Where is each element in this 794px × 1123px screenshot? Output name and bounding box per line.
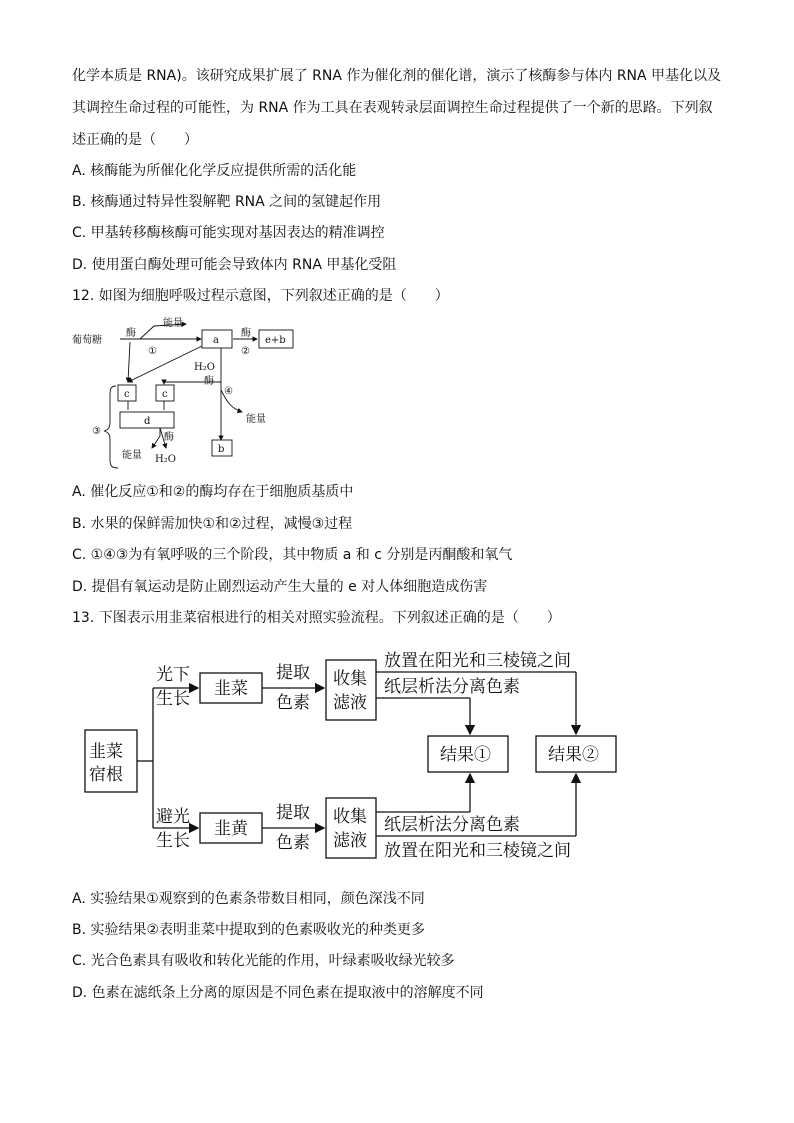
light-grow-label-2: 生长 [156, 689, 190, 709]
q13-option-a: A. 实验结果①观察到的色素条带数目相同，颜色深浅不同 [72, 891, 425, 907]
q13-option-b: B. 实验结果②表明韭菜中提取到的色素吸收光的种类更多 [72, 922, 426, 938]
dark-grow-label-1: 避光 [156, 807, 190, 827]
leek-box-label: 韭菜 [214, 679, 248, 699]
q12-option-c: C. ①④③为有氧呼吸的三个阶段，其中物质 a 和 c 分别是丙酮酸和氧气 [72, 547, 513, 563]
result-2-label: 结果② [548, 745, 599, 765]
q11-option-c: C. 甲基转移酶核酶可能实现对基因表达的精准调控 [72, 225, 385, 241]
q11-stem-line-3: 述正确的是（ ） [72, 132, 198, 148]
collect-top-2: 滤液 [333, 693, 367, 713]
extract-bottom-1: 提取 [276, 803, 310, 823]
water-label-1: H₂O [194, 362, 215, 373]
enzyme-label-4: 酶 [164, 432, 174, 443]
energy-label-1: 能量 [163, 318, 183, 329]
q12-option-a: A. 催化反应①和②的酶均存在于细胞质基质中 [72, 484, 354, 500]
step-4-label: ④ [224, 386, 233, 397]
extract-top-1: 提取 [276, 663, 310, 683]
prism-label-top: 放置在阳光和三棱镜之间 [384, 651, 571, 671]
paper-chrom-label-bottom: 纸层析法分离色素 [384, 815, 520, 835]
water-label-2: H₂O [155, 454, 176, 465]
step-2-label: ② [241, 346, 250, 357]
extract-top-2: 色素 [276, 693, 310, 713]
prism-label-bottom: 放置在阳光和三棱镜之间 [384, 841, 571, 861]
leek-experiment-flowchart [80, 640, 620, 870]
step-1-label: ① [148, 346, 157, 357]
collect-bottom-2: 滤液 [333, 831, 367, 851]
light-grow-label-1: 光下 [156, 665, 190, 685]
collect-bottom-1: 收集 [333, 807, 367, 827]
collect-top-1: 收集 [333, 669, 367, 689]
cell-respiration-diagram [60, 310, 320, 470]
q13-option-d: D. 色素在滤纸条上分离的原因是不同色素在提取液中的溶解度不同 [72, 985, 484, 1001]
q11-stem-line-1: 化学本质是 RNA)。该研究成果扩展了 RNA 作为催化剂的催化谱，演示了核酶参与体内 RNA 甲基化以及 [72, 68, 722, 84]
paper-chrom-label-top: 纸层析法分离色素 [384, 677, 520, 697]
energy-label-3: 能量 [122, 450, 142, 461]
box-a-label: a [213, 335, 219, 346]
q12-stem: 12. 如图为细胞呼吸过程示意图，下列叙述正确的是（ ） [72, 288, 449, 304]
step-3-label: ③ [92, 426, 101, 437]
box-c-right-label: c [162, 389, 168, 400]
box-e-b-label: e+b [265, 335, 286, 346]
q13-stem: 13. 下图表示用韭菜宿根进行的相关对照实验流程。下列叙述正确的是（ ） [72, 610, 561, 626]
enzyme-label-3: 酶 [204, 376, 214, 387]
dark-grow-label-2: 生长 [156, 831, 190, 851]
q11-stem-line-2: 其调控生命过程的可能性，为 RNA 作为工具在表观转录层面调控生命过程提供了一个新的思路。下列叙 [72, 100, 713, 116]
box-c-left-label: c [124, 389, 130, 400]
q11-option-d: D. 使用蛋白酶处理可能会导致体内 RNA 甲基化受阻 [72, 257, 397, 273]
box-b-label: b [218, 444, 225, 455]
q12-option-d: D. 提倡有氧运动是防止剧烈运动产生大量的 e 对人体细胞造成伤害 [72, 579, 488, 595]
glucose-label: 葡萄糖 [72, 335, 102, 346]
yellow-leek-box-label: 韭黄 [214, 819, 248, 839]
root-label-2: 宿根 [89, 765, 123, 785]
enzyme-label-1: 酶 [126, 328, 136, 339]
q13-option-c: C. 光合色素具有吸收和转化光能的作用，叶绿素吸收绿光较多 [72, 953, 455, 969]
q11-option-a: A. 核酶能为所催化化学反应提供所需的活化能 [72, 163, 357, 179]
box-d-label: d [144, 416, 151, 427]
enzyme-label-2: 酶 [241, 328, 251, 339]
result-1-label: 结果① [440, 745, 491, 765]
q11-option-b: B. 核酶通过特异性裂解靶 RNA 之间的氢键起作用 [72, 194, 382, 210]
extract-bottom-2: 色素 [276, 833, 310, 853]
root-label-1: 韭菜 [89, 742, 123, 762]
energy-label-2: 能量 [246, 414, 266, 425]
q12-option-b: B. 水果的保鲜需加快①和②过程，减慢③过程 [72, 516, 353, 532]
